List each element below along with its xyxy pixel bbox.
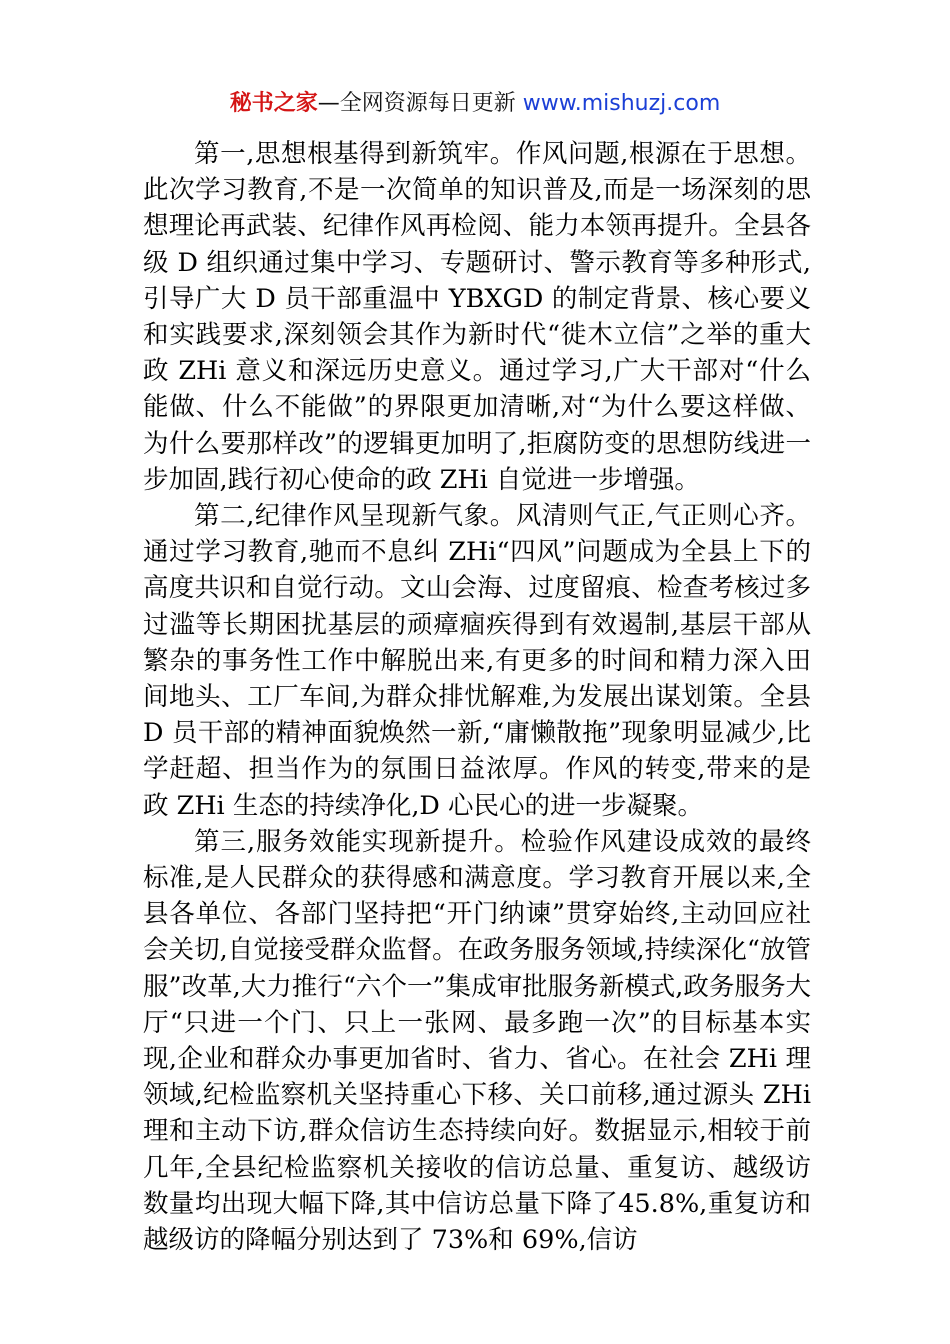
article-body [143, 136, 811, 1258]
site-url-link[interactable]: www.mishuzj.com [522, 91, 721, 116]
paragraph-2: 第二,纪律作风呈现新气象。风清则气正,气正则心齐。通过学习教育,驰而不息纠 ZHi“四风”问题成为全县上下的高度共识和自觉行动。文山会海、过度留痕、检查考核过多过滥等长期困扰基层的顽瘴痼疾得到有效遏制,基层干部从繁杂的事务性工作中解脱出来,有更多的时间和精力深入田间地头、工厂车间,为群众排忧解难,为发展出谋划策。全县 D 员干部的精神面貌焕然一新,“庸懒散拖”现象明显减少,比学赶超、担当作为的氛围日益浓厚。作风的转变,带来的是政 ZHi 生态的持续净化,D 心民心的进一步凝聚。 [143, 501, 811, 821]
paragraph-3: 第三,服务效能实现新提升。检验作风建设成效的最终标准,是人民群众的获得感和满意度。学习教育开展以来,全县各单位、各部门坚持把“开门纳谏”贯穿始终,主动回应社会关切,自觉接受群众监督。在政务服务领域,持续深化“放管服”改革,大力推行“六个一”集成审批服务新模式,政务服务大厅“只进一个门、只上一张网、最多跑一次”的目标基本实现,企业和群众办事更加省时、省力、省心。在社会 ZHi 理领域,纪检监察机关坚持重心下移、关口前移,通过源头 ZHi 理和主动下访,群众信访生态持续向好。数据显示,相较于前几年,全县纪检监察机关接收的信访总量、重复访、越级访数量均出现大幅下降,其中信访总量下降了45.8%,重复访和越级访的降幅分别达到了 73%和 69%,信访 [143, 826, 811, 1256]
site-header [0, 86, 950, 122]
brand-name: 秘书之家 [229, 91, 318, 116]
paragraph-1: 第一,思想根基得到新筑牢。作风问题,根源在于思想。此次学习教育,不是一次简单的知识普及,而是一场深刻的思想理论再武装、纪律作风再检阅、能力本领再提升。全县各级 D 组织通过集中学习、专题研讨、警示教育等多种形式,引导广大 D 员干部重温中 YBXGD 的制定背景、核心要义和实践要求,深刻领会其作为新时代“徙木立信”之举的重大政 ZHi 意义和深远历史意义。通过学习,广大干部对“什么能做、什么不能做”的界限更加清晰,对“为什么要这样做、为什么要那样改”的逻辑更加明了,拒腐防变的思想防线进一步加固,践行初心使命的政 ZHi 自觉进一步增强。 [143, 139, 811, 495]
header-tagline: —全网资源每日更新 [317, 91, 523, 116]
